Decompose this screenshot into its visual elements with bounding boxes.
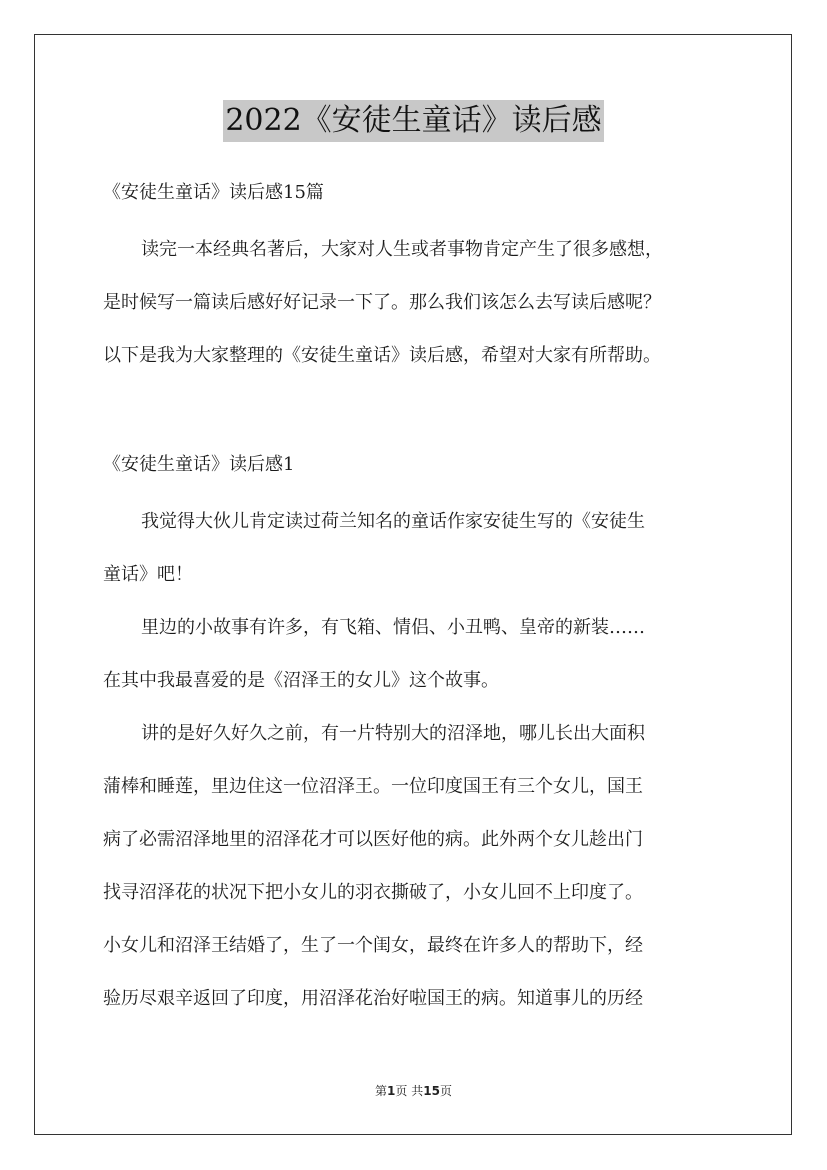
page-footer: [0, 1083, 827, 1099]
footer-middle: 页 共: [395, 1084, 424, 1098]
section-heading: 《安徒生童话》读后感1: [103, 454, 295, 475]
para3-line-6: 验历尽艰辛返回了印度，用沼泽花治好啦国王的病。知道事儿的历经: [103, 988, 643, 1009]
footer-prefix: 第: [375, 1084, 388, 1098]
intro-line-2: 是时候写一篇读后感好好记录一下了。那么我们该怎么去写读后感呢？: [103, 292, 661, 313]
footer-current-page: 1: [387, 1084, 396, 1098]
intro-line-3: 以下是我为大家整理的《安徒生童话》读后感，希望对大家有所帮助。: [103, 345, 661, 366]
para3-line-1: 讲的是好久好久之前，有一片特别大的沼泽地，哪儿长出大面积: [141, 723, 645, 744]
footer-total-pages: 15: [423, 1084, 440, 1098]
document-subtitle: 《安徒生童话》读后感15篇: [103, 182, 324, 203]
title-container: [0, 100, 827, 142]
para2-line-2: 在其中我最喜爱的是《沼泽王的女儿》这个故事。: [103, 670, 499, 691]
footer-suffix: 页: [439, 1084, 452, 1098]
para2-line-1: 里边的小故事有许多，有飞箱、情侣、小丑鸭、皇帝的新装……: [141, 617, 645, 638]
intro-line-1: 读完一本经典名著后，大家对人生或者事物肯定产生了很多感想，: [141, 239, 663, 260]
para3-line-4: 找寻沼泽花的状况下把小女儿的羽衣撕破了，小女儿回不上印度了。: [103, 882, 643, 903]
para3-line-5: 小女儿和沼泽王结婚了，生了一个闺女，最终在许多人的帮助下，经: [103, 935, 643, 956]
para3-line-3: 病了必需沼泽地里的沼泽花才可以医好他的病。此外两个女儿趁出门: [103, 829, 643, 850]
para1-line-2: 童话》吧！: [103, 564, 193, 585]
para3-line-2: 蒲棒和睡莲，里边住这一位沼泽王。一位印度国王有三个女儿，国王: [103, 776, 643, 797]
document-title: 2022《安徒生童话》读后感: [223, 100, 603, 142]
para1-line-1: 我觉得大伙儿肯定读过荷兰知名的童话作家安徒生写的《安徒生: [141, 511, 645, 532]
